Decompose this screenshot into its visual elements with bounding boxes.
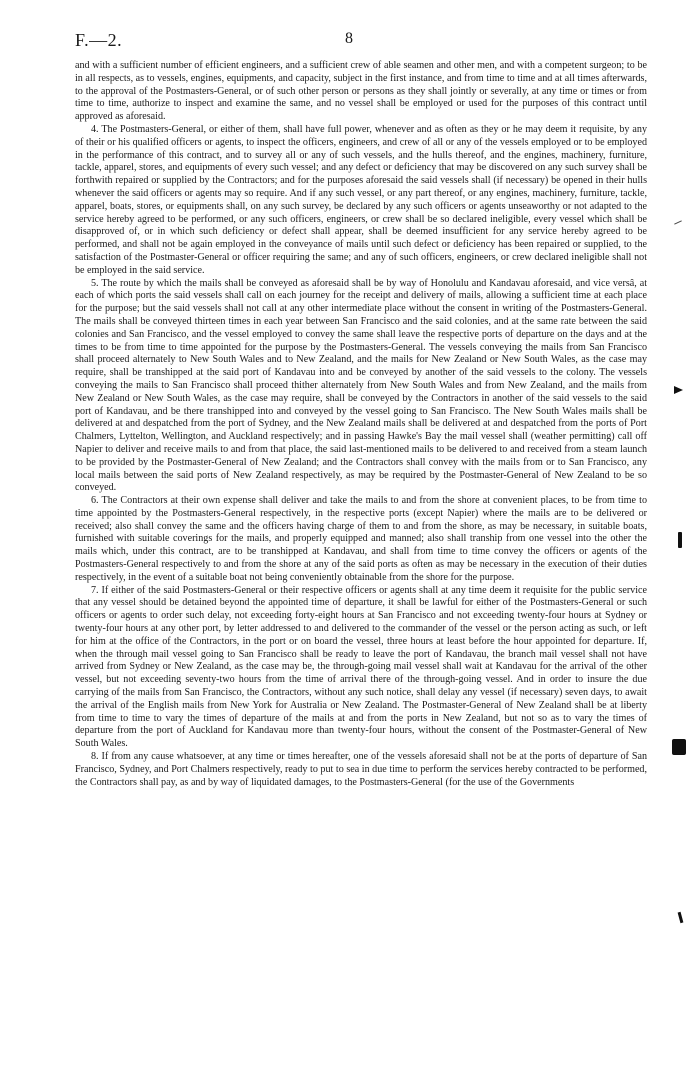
paragraph-clause-6: 6. The Contractors at their own expense shall deliver and take the mails to and from the shore at convenient places, to be from time to time appointed by the Postmasters-General respectively, in the respective ports (except Napier) where the mails are to be delivered or received; also shall convey the same and the officers having charge of them to and from the shore, as may be necessary, in suitable boats, furnished with suitable coverings for the mails, and properly equipped and manned; also shall tranship from one vessel into the other the mails which, under this contract, are to be transhipped at Kandavau, and shall from time to time convey the officers or agents of the Postmasters-General respectively to and from the shore at any of the said ports as often as may be necessary in the execution of their duties respectively, in the event of a suitable boat not being conveniently obtainable from the shore for the purpose.	[75, 495, 647, 583]
margin-block-mark	[672, 739, 686, 755]
document-body	[75, 60, 647, 789]
margin-arrow-mark	[674, 386, 683, 394]
margin-stroke-mark	[678, 912, 684, 923]
document-reference: F.—2.	[75, 30, 123, 50]
paragraph-clause-5: 5. The route by which the mails shall be conveyed as aforesaid shall be by way of Honolulu and Kandavau aforesaid, and vice versâ, at each of which ports the said vessels shall call on each journey for the receipt and delivery of mails, allowing a sufficient time at each place for the purpose; but the said vessels shall not call at any other intermediate place without the consent in writing of the Postmasters-General. The mails shall be conveyed thirteen times in each year between San Francisco and the said colonies, and at the same rate between the said colonies and San Francisco, and the vessel employed to convey the same shall leave the respective ports of departure on the days and at the times to be from time to time appointed for the purpose by the Postmasters-General. The vessels conveying the mails from San Francisco shall proceed alternately to New South Wales and to New Zealand, and the mails for New Zealand or New South Wales, as the case may require, shall be transhipped at the said port of Kandavau into and be conveyed by another of the said vessels to the colony. The vessels conveying the mails to San Francisco shall proceed thither alternately from New South Wales and from New Zealand, and the mails from New Zealand or New South Wales, as the case may require, shall be conveyed by the Contractors in another of the said vessels to the said port of Kandavau, and be there transhipped into and conveyed by the vessel going to San Francisco. The New South Wales mails shall be delivered at and despatched from the port of Sydney, and the New Zealand mails shall be delivered at and despatched from the ports of Port Chalmers, Lyttelton, Wellington, and Auckland respectively; and in passing Hawke's Bay the mail vessel shall (weather permitting) call off Napier to deliver and receive mails to and from that place, the said last-mentioned mails to be delivered to and received from a steam launch to be provided by the Postmaster-General of New Zealand; and the Contractors shall convey with the mails from or to San Francisco, any local mails between the said ports of New Zealand respectively, as may be required by the Postmaster-General of New Zealand to be so conveyed.	[75, 277, 647, 494]
paragraph-continuation: and with a sufficient number of efficient engineers, and a sufficient crew of able seamen and other men, and with a competent surgeon; to be in all respects, as to vessels, engines, equipments, and capacity, subject in the first instance, and from time to time and at all times afterwards, to the approval of the Postmasters-General, or of such other person or persons as they shall jointly or severally, at any time or times or from time to time, authorize to inspect and examine the same, and no vessel shall be employed or used for the purposes of this contract until approved as aforesaid.	[75, 60, 647, 123]
paragraph-clause-4: 4. The Postmasters-General, or either of them, shall have full power, whenever and as often as they or he may deem it requisite, by any of their or his qualified officers or agents, to inspect the officers, engineers, and crew of all or any of the vessels employed or to be employed in the performance of this contract, and to survey all or any of such vessels, and the hulls thereof, and the engines, machinery, furniture, tackle, apparel, stores, and equipments of every such vessel; and any defect or deficiency that may be discovered on any such survey shall be forthwith repaired or supplied by the Contractors; and for the purposes aforesaid the said vessels shall (if necessary) be opened in their hulls whenever the said officers or agents may so require. And if any such vessel, or any part thereof, or any engines, machinery, furniture, tackle, apparel, boats, stores, or equipments shall, on any such survey, be declared by any such officers or agents unseaworthy or not adapted to the service hereby agreed to be performed, or any such officers, engineers, or crew shall be so declared ineligible, every vessel which shall be disapproved of, or in which such deficiency or defect shall appear, shall be deemed insufficient for any service hereby agreed to be performed, and shall not be again employed in the conveyance of mails until such defect or deficiency has been repaired or supplied, to the satisfaction of the Postmaster-General or officer requiring the same; and any of such officers, engineers, or crew declared ineligible shall not be employed in the said service.	[75, 123, 647, 276]
margin-tick-mark	[674, 220, 682, 224]
paragraph-clause-7: 7. If either of the said Postmasters-General or their respective officers or agents shall at any time deem it requisite for the public service that any vessel should be detained beyond the appointed time of departure, it shall be lawful for either of the Postmasters-General or such officers or agents to order such delay, not exceeding forty-eight hours at San Francisco and not exceeding twenty-four hours at Sydney or twenty-four hours at any other port, by letter addressed to and delivered to the commander of the vessel or the person acting as such, or left for him at the office of the Contractors, in the port or on board the vessel, three hours at least before the hour appointed for departure. If, when the through mail vessel going to San Francisco shall be ready to leave the port of Kandavau, the branch mail vessel shall not have arrived from Sydney or New Zealand, as the case may be, the through-going mail vessel shall wait at Kandavau for the arrival of the other vessel, but not exceeding seventy-two hours from the time of arrival there of the through-going vessel. And in order to insure the due carrying of the mails from San Francisco, the Contractors, without any such notice, shall delay any vessel (if necessary) seven days, to await the arrival of the English mails from New York for Australia or New Zealand. The Postmaster-General of New Zealand shall be at liberty from time to time to vary the times of departure of the mails at and from the ports in New Zealand, but not so as to vary the times of departure from the port of Auckland for Kandavau more than twenty-four hours, without the consent of the Postmaster-General of New South Wales.	[75, 584, 647, 750]
page-number: 8	[345, 30, 353, 47]
margin-bar-mark	[678, 532, 682, 548]
paragraph-clause-8: 8. If from any cause whatsoever, at any time or times hereafter, one of the vessels aforesaid shall not be at the ports of departure of San Francisco, Sydney, and Port Chalmers respectively, ready to put to sea in due time to perform the services hereby contracted to be performed, the Contractors shall pay, as and by way of liquidated damages, to the Postmasters-General (for the use of the Governments	[75, 751, 647, 788]
page-header	[75, 30, 670, 52]
